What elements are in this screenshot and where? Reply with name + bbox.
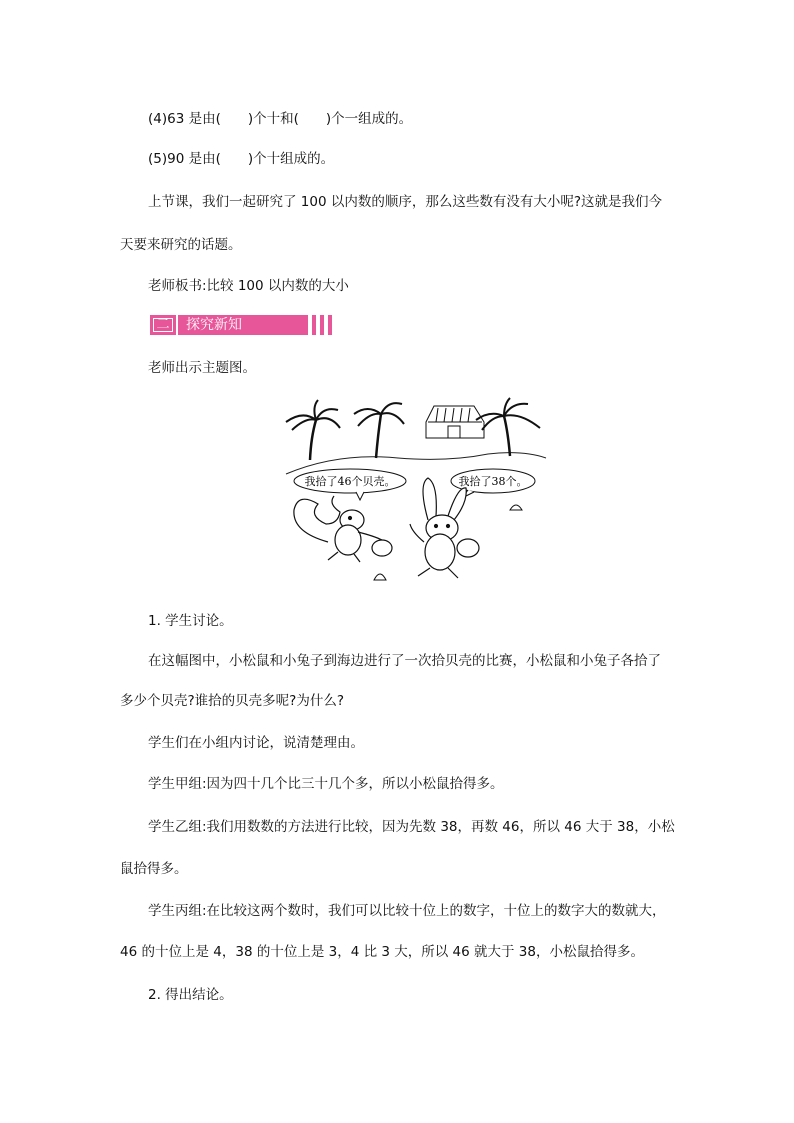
group-b-answer-line-1: 学生乙组:我们用数数的方法进行比较，因为先数 38，再数 46，所以 46 大于 38，小松 (148, 819, 675, 835)
discussion-paragraph-line-2: 多少个贝壳?谁拾的贝壳多呢?为什么? (120, 693, 344, 709)
palm-tree-icon (476, 398, 540, 456)
question-4: (4)63 是由( )个十和( )个一组成的。 (148, 111, 413, 127)
group-c-answer-line-1: 学生丙组:在比较这两个数时，我们可以比较十位上的数字，十位上的数字大的数就大， (148, 903, 666, 919)
teacher-shows-picture: 老师出示主题图。 (148, 360, 256, 376)
question-5: (5)90 是由( )个十组成的。 (148, 151, 335, 167)
squirrel-icon (294, 496, 392, 562)
section-header (150, 315, 333, 335)
step-1-heading: 1. 学生讨论。 (148, 613, 233, 629)
palm-tree-icon (286, 400, 340, 460)
blackboard-title: 老师板书:比较 100 以内数的大小 (148, 278, 349, 294)
squirrel-speech-text: 我拾了46个贝壳。 (304, 475, 396, 488)
discussion-paragraph-line-1: 在这幅图中，小松鼠和小兔子到海边进行了一次拾贝壳的比赛，小松鼠和小兔子各拾了 (148, 653, 661, 669)
group-b-answer-line-2: 鼠拾得多。 (120, 861, 188, 877)
intro-paragraph-line-2: 天要来研究的话题。 (120, 237, 242, 253)
hut-icon (426, 406, 484, 438)
rabbit-speech-text: 我拾了38个。 (458, 475, 528, 488)
intro-paragraph-line-1: 上节课，我们一起研究了 100 以内数的顺序，那么这些数有没有大小呢?这就是我们今 (148, 194, 663, 210)
theme-illustration (278, 392, 550, 587)
shell-icon (510, 505, 522, 510)
group-a-answer: 学生甲组:因为四十几个比三十几个多，所以小松鼠拾得多。 (148, 776, 504, 792)
step-2-heading: 2. 得出结论。 (148, 987, 233, 1003)
group-discussion-instruction: 学生们在小组内讨论，说清楚理由。 (148, 735, 364, 751)
group-c-answer-line-2: 46 的十位上是 4，38 的十位上是 3，4 比 3 大，所以 46 就大于 38，小松鼠拾得多。 (120, 944, 644, 960)
squirrel-speech-bubble (294, 469, 406, 500)
shell-icon (374, 574, 386, 580)
section-number: 二 (156, 317, 170, 332)
section-title: 探究新知 (186, 317, 242, 333)
palm-tree-icon (354, 403, 404, 458)
